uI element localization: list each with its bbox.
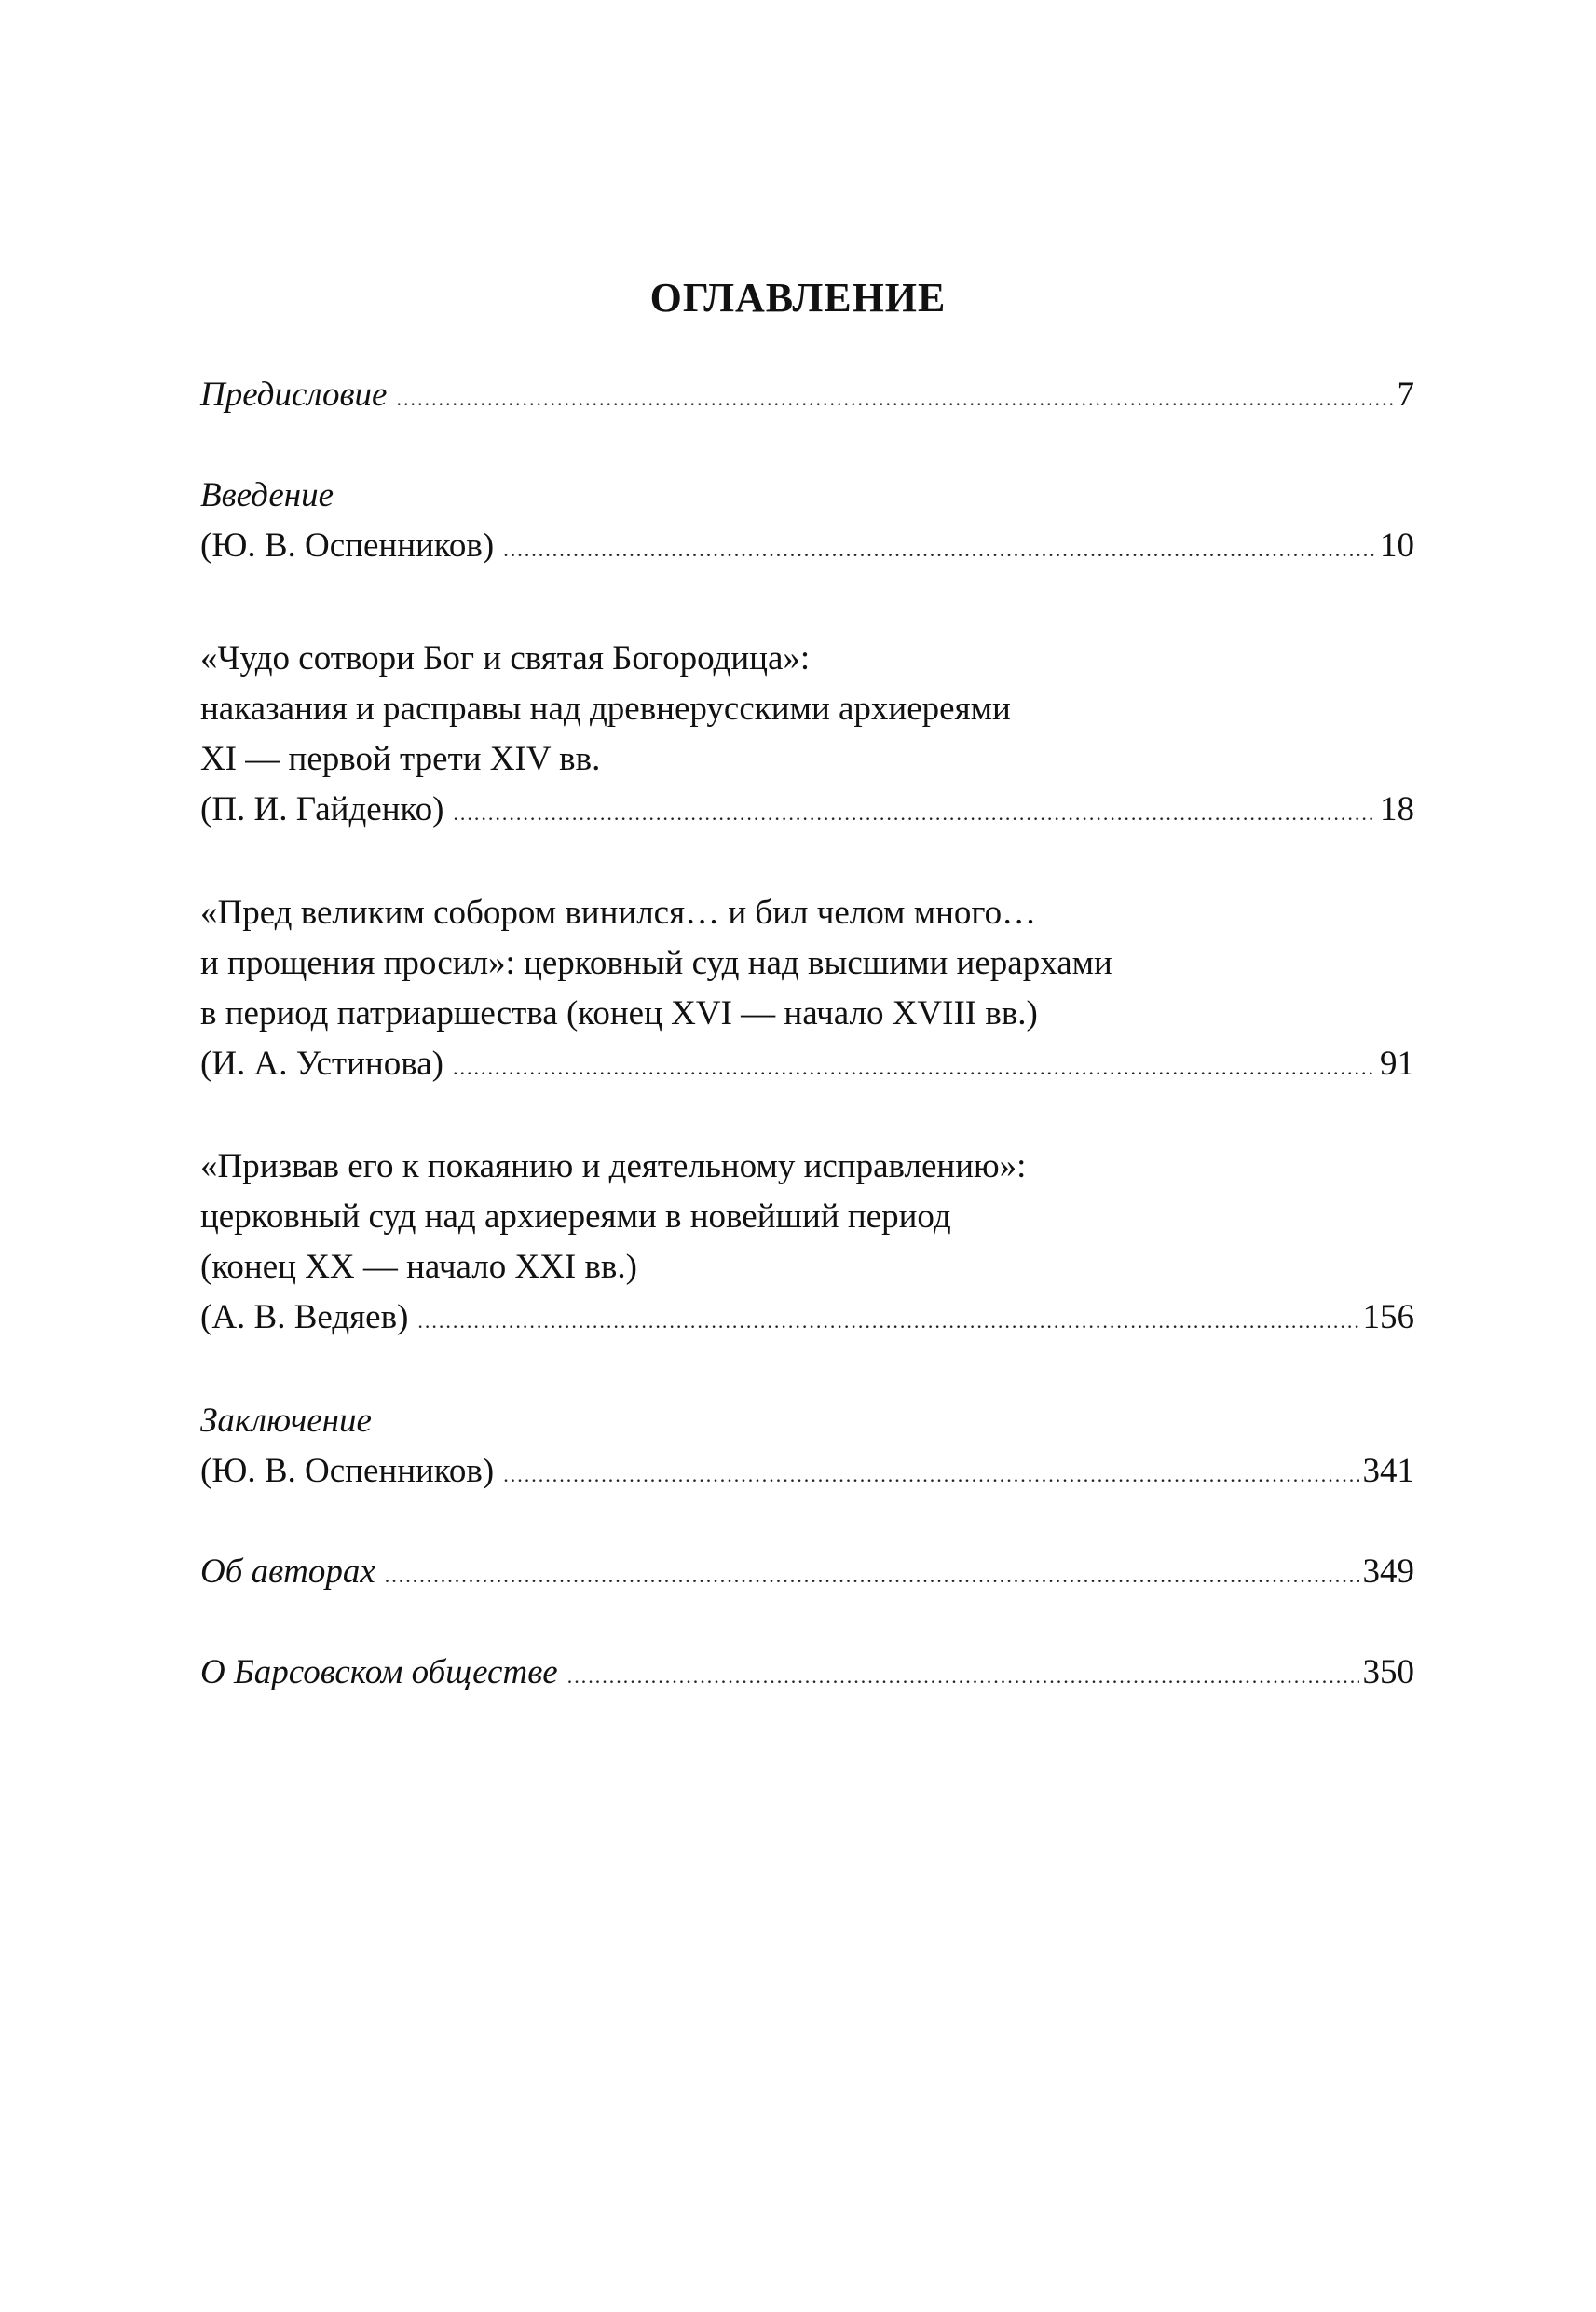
page-title: ОГЛАВЛЕНИЕ: [649, 275, 947, 321]
toc-entry-author: (П. И. Гайденко): [200, 790, 444, 828]
dot-leader: [396, 374, 1393, 424]
toc-leader-line: [200, 1547, 1414, 1601]
dot-leader: [417, 1296, 1358, 1347]
toc-page-number: 350: [1362, 1653, 1414, 1691]
toc-entry-title-line: «Чудо сотвори Бог и святая Богородица»:: [200, 639, 811, 677]
toc-entry-author: (Ю. В. Оспенников): [200, 527, 495, 565]
toc-entry-chapter-2[interactable]: [200, 888, 1414, 1093]
dot-leader: [503, 525, 1376, 575]
toc-entry-author: (А. В. Ведяев): [200, 1298, 409, 1336]
toc-page-number: 341: [1362, 1452, 1414, 1490]
toc-entry-preface[interactable]: [200, 370, 1414, 424]
dot-leader: [503, 1450, 1358, 1500]
dot-leader: [385, 1551, 1359, 1601]
toc-entry-author: (Ю. В. Оспенников): [200, 1452, 495, 1490]
toc-entry-about-authors[interactable]: [200, 1547, 1414, 1601]
toc-entry-title-line: XI — первой трети XIV вв.: [200, 740, 601, 778]
toc-page-number: 18: [1380, 790, 1414, 828]
toc-entry-conclusion[interactable]: [200, 1396, 1414, 1500]
toc-entry-title: О Барсовском обществе: [200, 1653, 558, 1691]
toc-entry-introduction[interactable]: [200, 471, 1414, 575]
toc-entry-title: Введение: [200, 476, 334, 514]
toc-entry-title: Заключение: [200, 1402, 372, 1440]
toc-leader-line: [200, 521, 1414, 575]
toc-entry-title-line: церковный суд над архиереями в новейший период: [200, 1197, 951, 1236]
toc-entry-title: Предисловие: [200, 376, 388, 414]
toc-leader-line: [200, 370, 1414, 424]
toc-page-number: 349: [1362, 1553, 1414, 1591]
toc-leader-line: [200, 1293, 1414, 1347]
toc-entry-title-line: наказания и расправы над древнерусскими архиереями: [200, 690, 1011, 728]
dot-leader: [453, 1043, 1376, 1093]
toc-page-number: 91: [1380, 1045, 1414, 1083]
toc-page-number: 7: [1397, 376, 1414, 414]
toc-entry-title-line: «Пред великим собором винился… и бил челом много…: [200, 894, 1037, 932]
dot-leader: [453, 788, 1376, 839]
toc-entry-about-society[interactable]: [200, 1648, 1414, 1702]
toc-entry-chapter-1[interactable]: [200, 634, 1414, 839]
toc-leader-line: [200, 1648, 1414, 1702]
toc-entry-title-line: в период патриаршества (конец XVI — начало XVIII вв.): [200, 994, 1038, 1033]
toc-leader-line: [200, 1446, 1414, 1500]
toc-entry-title: Об авторах: [200, 1553, 375, 1591]
toc-leader-line: [200, 1039, 1414, 1093]
toc-entry-author: (И. А. Устинова): [200, 1045, 443, 1083]
toc-entry-title-line: и прощения просил»: церковный суд над высшими иерархами: [200, 944, 1112, 982]
toc-leader-line: [200, 785, 1414, 839]
dot-leader: [567, 1651, 1359, 1702]
toc-entry-title-line: «Призвав его к покаянию и деятельному исправлению»:: [200, 1147, 1027, 1185]
toc-entry-chapter-3[interactable]: [200, 1142, 1414, 1347]
toc-entry-title-line: (конец XX — начало XXI вв.): [200, 1248, 637, 1286]
toc-page-number: 156: [1362, 1298, 1414, 1336]
toc-page-number: 10: [1380, 527, 1414, 565]
